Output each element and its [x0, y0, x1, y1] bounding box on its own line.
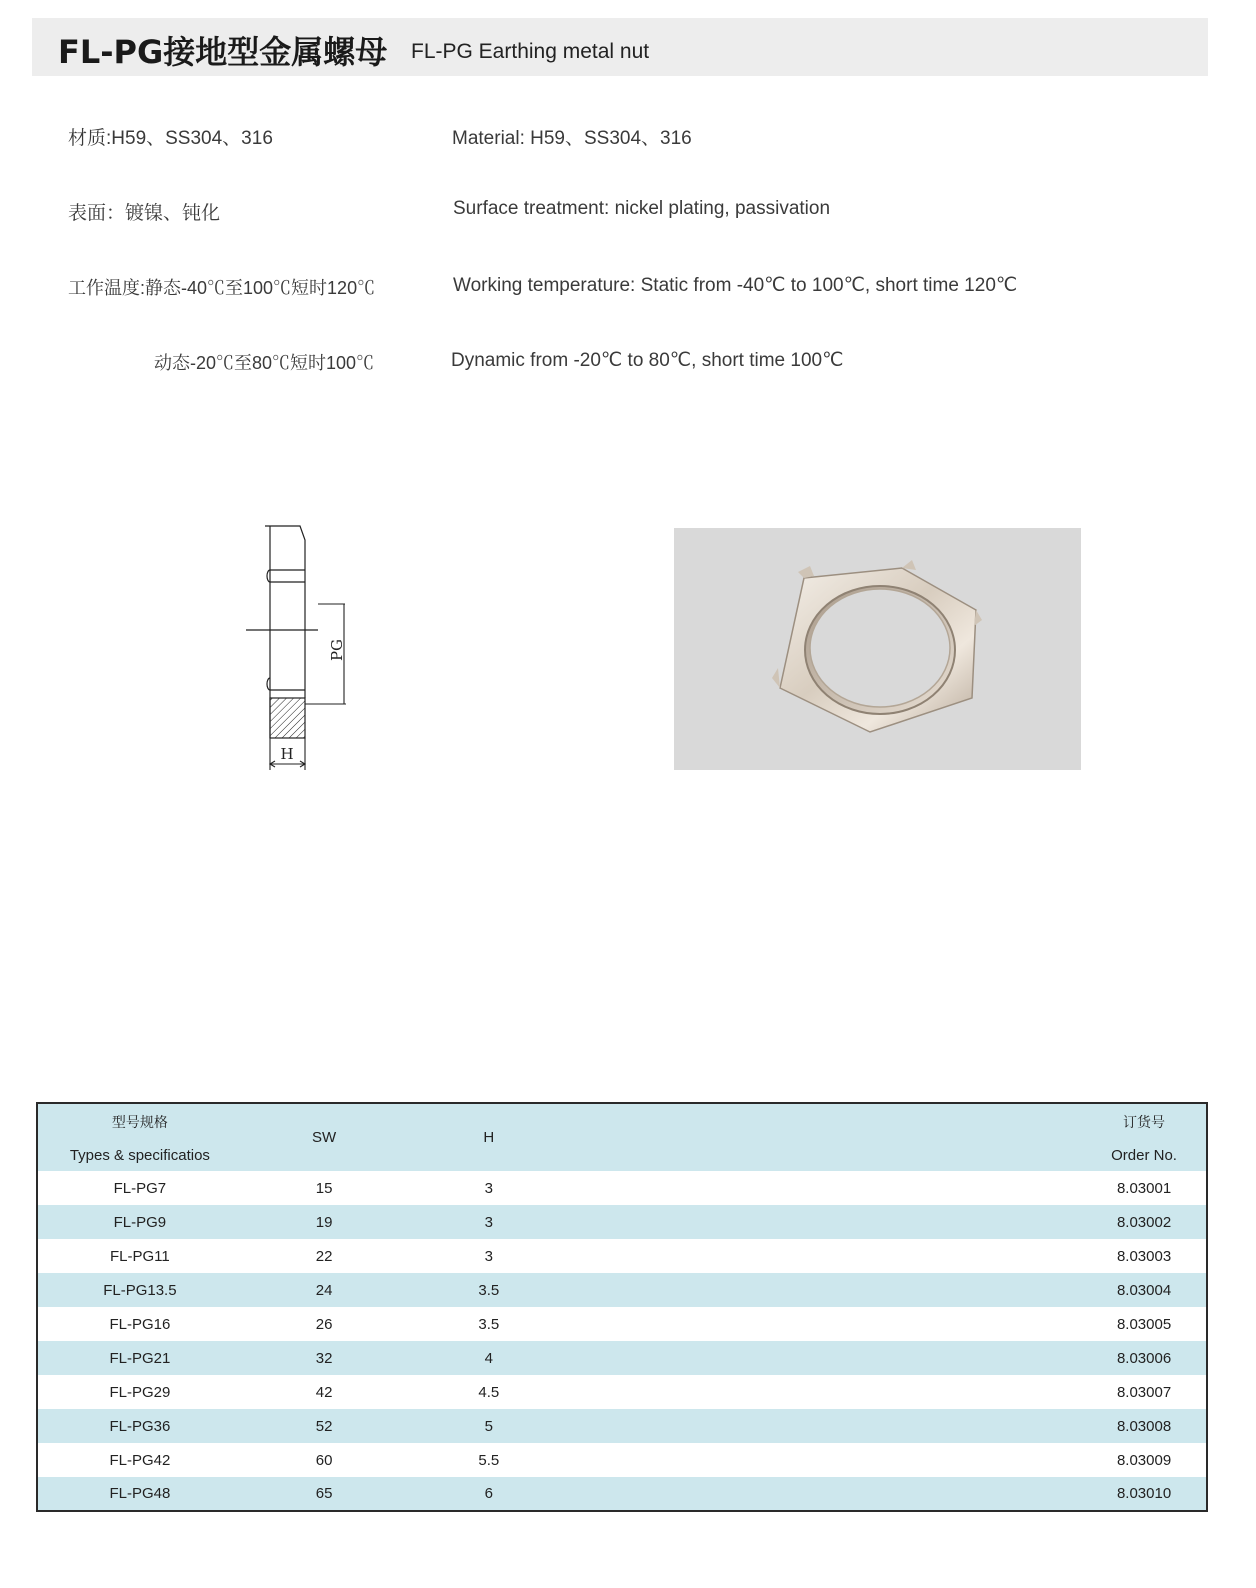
- cell-type: FL-PG9: [37, 1205, 242, 1239]
- table-row: [37, 1171, 1207, 1205]
- spec-temperature-cn: 工作温度:静态-40℃至100℃短时120℃: [68, 278, 376, 298]
- table-row: [37, 1409, 1207, 1443]
- table-row: [37, 1273, 1207, 1307]
- cell-h: 4: [406, 1341, 571, 1375]
- cell-sw: 52: [242, 1409, 407, 1443]
- hatched-section: [270, 698, 305, 738]
- cell-type: FL-PG36: [37, 1409, 242, 1443]
- header-type: 型号规格 Types & specificatios: [37, 1103, 242, 1171]
- cell-order: 8.03009: [1082, 1443, 1207, 1477]
- pg-label: PG: [328, 638, 346, 662]
- table-row: [37, 1341, 1207, 1375]
- cell-sw: 32: [242, 1341, 407, 1375]
- spec-surface-cn: 表面：镀镍、钝化: [68, 203, 221, 224]
- header-sw: SW: [242, 1103, 407, 1171]
- cell-order: 8.03003: [1082, 1239, 1207, 1273]
- page-subtitle: FL-PG Earthing metal nut: [411, 40, 650, 63]
- table-row: [37, 1477, 1207, 1511]
- product-photo: [674, 528, 1081, 770]
- spec-table: [36, 1102, 1208, 1512]
- cell-sw: 24: [242, 1273, 407, 1307]
- table-row: [37, 1443, 1207, 1477]
- metal-nut-illustration: [674, 528, 1081, 770]
- cell-empty: [571, 1205, 1082, 1239]
- technical-drawing: [240, 518, 360, 778]
- page-title: FL-PG接地型金属螺母: [58, 33, 388, 71]
- cell-sw: 65: [242, 1477, 407, 1511]
- cell-type: FL-PG16: [37, 1307, 242, 1341]
- table-row: [37, 1307, 1207, 1341]
- cell-h: 3: [406, 1171, 571, 1205]
- cell-empty: [571, 1443, 1082, 1477]
- cell-order: 8.03001: [1082, 1171, 1207, 1205]
- cell-order: 8.03010: [1082, 1477, 1207, 1511]
- header-order: 订货号 Order No.: [1082, 1103, 1207, 1171]
- cell-h: 4.5: [406, 1375, 571, 1409]
- cell-empty: [571, 1273, 1082, 1307]
- cell-sw: 19: [242, 1205, 407, 1239]
- cell-empty: [571, 1307, 1082, 1341]
- cell-h: 3: [406, 1205, 571, 1239]
- table-header-row: [37, 1103, 1207, 1171]
- cell-sw: 42: [242, 1375, 407, 1409]
- cell-empty: [571, 1477, 1082, 1511]
- cell-empty: [571, 1409, 1082, 1443]
- table-row: [37, 1239, 1207, 1273]
- cell-type: FL-PG48: [37, 1477, 242, 1511]
- spec-material-cn: 材质:H59、SS304、316: [68, 128, 273, 149]
- cell-order: 8.03005: [1082, 1307, 1207, 1341]
- cell-sw: 15: [242, 1171, 407, 1205]
- spec-temperature-en: Working temperature: Static from -40℃ to 100℃, short time 120℃: [453, 275, 1018, 296]
- cell-type: FL-PG11: [37, 1239, 242, 1273]
- cell-type: FL-PG42: [37, 1443, 242, 1477]
- spec-material-en: Material: H59、SS304、316: [452, 128, 692, 149]
- cell-sw: 60: [242, 1443, 407, 1477]
- cell-h: 5.5: [406, 1443, 571, 1477]
- h-label: H: [280, 745, 294, 763]
- header-empty: [571, 1103, 1082, 1171]
- table-row: [37, 1375, 1207, 1409]
- cell-order: 8.03004: [1082, 1273, 1207, 1307]
- cell-sw: 26: [242, 1307, 407, 1341]
- cell-order: 8.03002: [1082, 1205, 1207, 1239]
- cell-h: 6: [406, 1477, 571, 1511]
- cell-order: 8.03006: [1082, 1341, 1207, 1375]
- cell-order: 8.03008: [1082, 1409, 1207, 1443]
- cell-empty: [571, 1171, 1082, 1205]
- cell-empty: [571, 1239, 1082, 1273]
- cell-h: 5: [406, 1409, 571, 1443]
- cell-order: 8.03007: [1082, 1375, 1207, 1409]
- table-row: [37, 1205, 1207, 1239]
- cell-sw: 22: [242, 1239, 407, 1273]
- cell-h: 3.5: [406, 1273, 571, 1307]
- spec-dynamic-cn: 动态-20℃至80℃短时100℃: [154, 353, 375, 373]
- cell-type: FL-PG13.5: [37, 1273, 242, 1307]
- cell-empty: [571, 1375, 1082, 1409]
- cell-empty: [571, 1341, 1082, 1375]
- cell-type: FL-PG29: [37, 1375, 242, 1409]
- cell-h: 3.5: [406, 1307, 571, 1341]
- header-h: H: [406, 1103, 571, 1171]
- cell-type: FL-PG7: [37, 1171, 242, 1205]
- cell-type: FL-PG21: [37, 1341, 242, 1375]
- spec-surface-en: Surface treatment: nickel plating, passivation: [453, 198, 831, 219]
- cell-h: 3: [406, 1239, 571, 1273]
- spec-dynamic-en: Dynamic from -20℃ to 80℃, short time 100℃: [451, 350, 844, 371]
